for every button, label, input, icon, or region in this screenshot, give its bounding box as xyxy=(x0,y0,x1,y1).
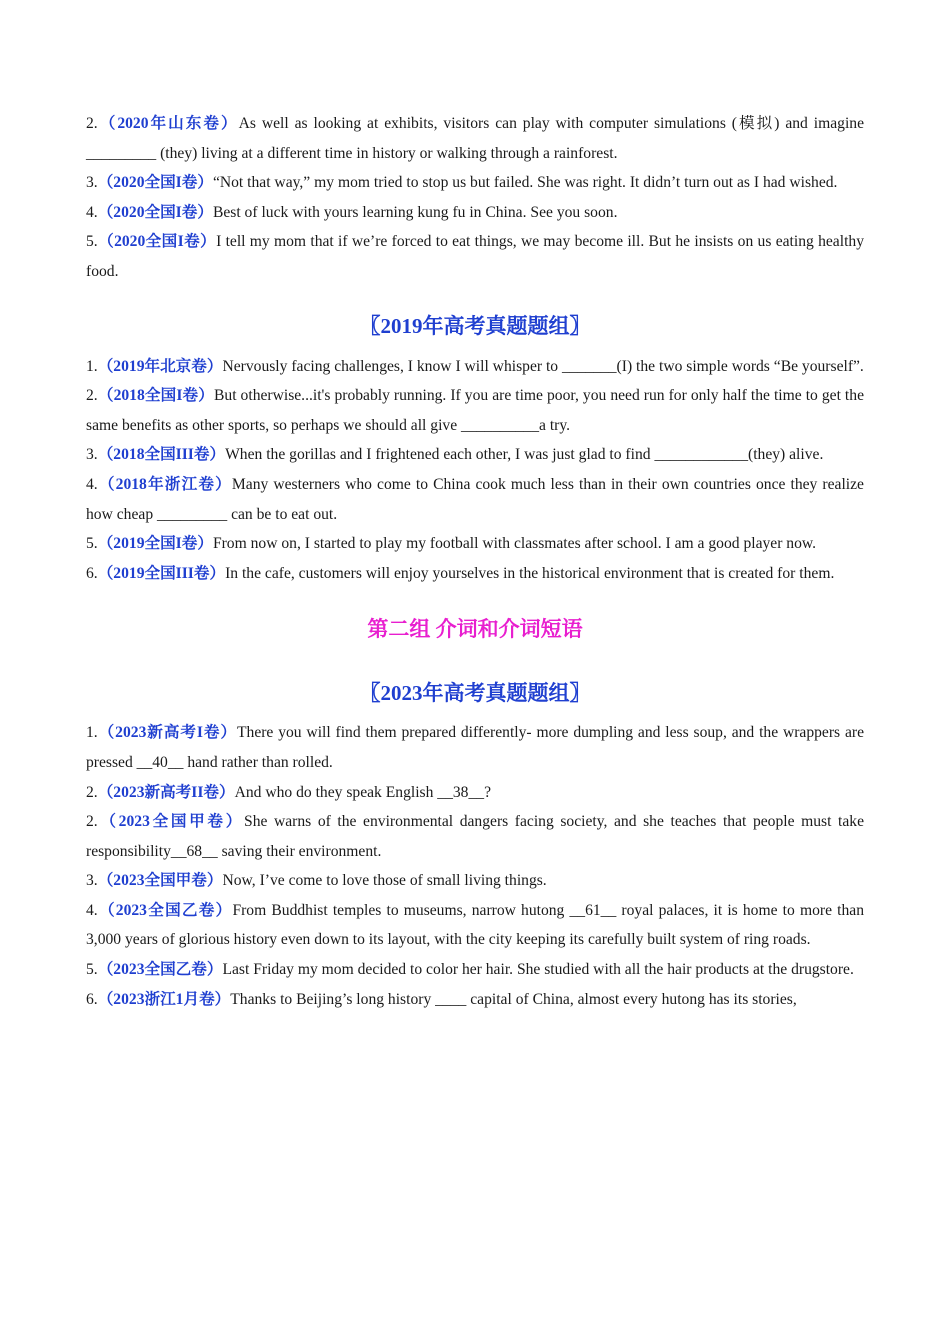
question-item: 2.（2018全国I卷）But otherwise...it's probably running. If you are time poor, you need run for only half the time to get the same benefits as other sports, so perhaps we should all give __________a try. xyxy=(86,387,864,434)
source-label: （2020全国I卷） xyxy=(97,233,217,251)
source-label: （2020全国I卷） xyxy=(97,203,213,221)
question-text: When the gorillas and I frightened each other, I was just glad to find ____________(they) alive. xyxy=(225,446,824,464)
question-text: From now on, I started to play my football with classmates after school. I am a good player now. xyxy=(212,535,817,553)
source-label: （2020全国I卷） xyxy=(97,174,213,192)
question-text: From Buddhist temples to museums, narrow hutong __61__ royal palaces, it is home to more than 3,000 years of glorious history even down to its layout, with the city keeping its carefully built system of ring roads. xyxy=(86,901,864,949)
question-item: 2.（2023全国甲卷）She warns of the environmental dangers facing society, and she teaches that people must take responsibility__68__ saving their environment. xyxy=(86,813,864,860)
source-label: （2023全国甲卷） xyxy=(97,872,223,890)
question-text: But otherwise...it's probably running. If you are time poor, you need run for only half the time to get the same benefits as other sports, so perhaps we should all give __________a try. xyxy=(86,387,864,434)
source-label: （2018年浙江卷） xyxy=(97,475,232,493)
question-item: 5.（2020全国I卷）I tell my mom that if we’re forced to eat things, we may become ill. But he insists on us eating healthy food. xyxy=(86,233,864,280)
source-label: （2023全国乙卷） xyxy=(97,961,223,979)
source-label: （2023全国乙卷） xyxy=(97,901,233,919)
question-item: 6.（2023浙江1月卷）Thanks to Beijing’s long history ____ capital of China, almost every hutong has its stories, xyxy=(86,990,797,1008)
question-text: She warns of the environmental dangers facing society, and she teaches that people must take responsibility__68__ saving their environment. xyxy=(86,813,864,860)
question-item: 4.（2023全国乙卷）From Buddhist temples to museums, narrow hutong __61__ royal palaces, it is home to more than 3,000 years of glorious history even down to its layout, with the city keeping its carefully built system of ring roads. xyxy=(86,901,864,949)
question-item: 6.（2019全国III卷）In the cafe, customers will enjoy yourselves in the historical environment that is created for them. xyxy=(86,564,835,582)
section-2019 xyxy=(86,352,864,589)
question-text: Many westerners who come to China cook much less than in their own countries once they realize how cheap _________ can be to eat out. xyxy=(86,475,864,523)
question-item: 1.（2023新高考I卷）There you will find them prepared differently- more dumpling and less soup, and the wrappers are pressed __40__ hand rather than rolled. xyxy=(86,724,864,771)
question-text: Thanks to Beijing’s long history ____ capital of China, almost every hutong has its stories, xyxy=(230,990,797,1008)
question-item: 3.（2023全国甲卷）Now, I’ve come to love those of small living things. xyxy=(86,872,547,890)
source-label: （2018全国I卷） xyxy=(97,387,214,405)
question-item: 3.（2018全国III卷）When the gorillas and I frightened each other, I was just glad to find ____________(they) alive. xyxy=(86,446,824,464)
question-text: I tell my mom that if we’re forced to eat things, we may become ill. But he insists on us eating healthy food. xyxy=(86,233,864,280)
question-text: As well as looking at exhibits, visitors can play with computer simulations (模拟) and imagine _________ (they) living at a different time in history or walking through a rainforest. xyxy=(86,115,864,162)
source-label: （2019年北京卷） xyxy=(97,357,223,375)
question-text: “Not that way,” my mom tried to stop us but failed. She was right. It didn’t turn out as I had wished. xyxy=(212,174,838,192)
section-2020 xyxy=(86,109,864,287)
question-text: There you will find them prepared differently- more dumpling and less soup, and the wrappers are pressed __40__ hand rather than rolled. xyxy=(86,724,864,771)
source-label: （2023浙江1月卷） xyxy=(97,990,231,1008)
question-item: 4.（2020全国I卷）Best of luck with yours learning kung fu in China. See you soon. xyxy=(86,203,618,221)
section-2023 xyxy=(86,718,864,1014)
question-text: Best of luck with yours learning kung fu in China. See you soon. xyxy=(212,203,618,221)
question-item: 2.（2020年山东卷）As well as looking at exhibits, visitors can play with computer simulations (模拟) and imagine _________ (they) living at a different time in history or walking through a rainforest. xyxy=(86,115,864,162)
question-text: In the cafe, customers will enjoy yourselves in the historical environment that is created for them. xyxy=(225,564,835,582)
question-item: 5.（2019全国I卷）From now on, I started to play my football with classmates after school. I am a good player now. xyxy=(86,535,817,553)
question-text: Last Friday my mom decided to color her hair. She studied with all the hair products at the drugstore. xyxy=(222,961,854,979)
source-label: （2019全国III卷） xyxy=(97,564,226,582)
section-heading-2019: 〖2019年高考真题题组〗 xyxy=(359,313,591,338)
question-text: Now, I’ve come to love those of small living things. xyxy=(222,872,547,890)
source-label: （2023新高考I卷） xyxy=(97,724,237,742)
source-label: （2020年山东卷） xyxy=(97,115,239,132)
source-label: （2018全国III卷） xyxy=(97,446,226,464)
group-heading-prepositions: 第二组 介词和介词短语 xyxy=(367,617,583,642)
question-text: And who do they speak English __38__? xyxy=(234,783,491,801)
question-item: 3.（2020全国I卷）“Not that way,” my mom tried to stop us but failed. She was right. It didn’t turn out as I had wished. xyxy=(86,174,838,192)
section-heading-2023: 〖2023年高考真题题组〗 xyxy=(359,681,591,706)
source-label: （2019全国I卷） xyxy=(97,535,213,553)
question-item: 4.（2018年浙江卷）Many westerners who come to China cook much less than in their own countries once they realize how cheap _________ can be to eat out. xyxy=(86,475,864,523)
question-text: Nervously facing challenges, I know I will whisper to _______(I) the two simple words “Be yourself”. xyxy=(222,357,864,375)
question-item: 5.（2023全国乙卷）Last Friday my mom decided to color her hair. She studied with all the hair products at the drugstore. xyxy=(86,961,854,979)
source-label: （2023全国甲卷） xyxy=(97,813,245,831)
question-item: 1.（2019年北京卷）Nervously facing challenges, I know I will whisper to _______(I) the two simple words “Be yourself”. xyxy=(86,357,864,375)
source-label: （2023新高考II卷） xyxy=(97,783,235,801)
question-item: 2.（2023新高考II卷）And who do they speak English __38__? xyxy=(86,783,491,801)
